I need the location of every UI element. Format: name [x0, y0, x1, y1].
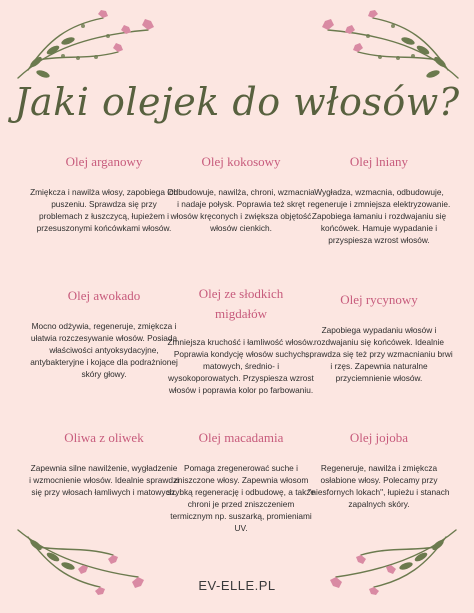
oil-name: Olej kokosowy [201, 154, 281, 169]
oil-description: Zmniejsza kruchość i łamliwość włosów. Poprawia kondycję włosów suchych, matowych, średnio- i wysokoporowatych. Przyspiesza wzrost włosów i poprawia kolor po farbowaniu. [167, 337, 315, 395]
oil-description: Mocno odżywia, regeneruje, zmiękcza i ułatwia rozczesywanie włosów. Posiada właściwości antyoksydacyjne, antybakteryjne i kojące dla podrażnionej skóry głowy. [30, 321, 178, 379]
oil-name: Olej awokado [67, 288, 141, 303]
oil-name: Olej ze słodkich migdałów [198, 286, 284, 321]
oil-description: Zmiękcza i nawilża włosy, zapobiega ich puszeniu. Sprawdza się przy problemach z łuszczycą, łupieżem i przesuszonymi końcówkami włosów. [30, 187, 178, 233]
oil-card-argan [29, 152, 179, 234]
page-title: Jaki olejek do włosów? [14, 80, 460, 124]
oil-name: Olej jojoba [349, 430, 409, 445]
oil-name: Olej lniany [349, 154, 409, 169]
oil-card-sweet-almond [166, 284, 316, 396]
oil-name: Olej macadamia [198, 430, 284, 445]
oil-card-avocado [29, 286, 179, 380]
oil-description: Odbudowuje, nawilża, chroni, wzmacnia i nadaje połysk. Poprawia też skręt włosów kręconych i zwiększa objętość włosów cienkich. [167, 187, 315, 233]
site-url: EV-ELLE.PL [198, 578, 276, 593]
oil-description: Zapewnia silne nawilżenie, wygładzenie i wzmocnienie włosów. Idealnie sprawdzi się przy włosach łamliwych i matowych. [29, 463, 179, 497]
oil-name: Oliwa z oliwek [64, 430, 144, 445]
oil-card-jojoba [304, 428, 454, 510]
oil-card-coconut [166, 152, 316, 234]
oil-card-olive [29, 428, 179, 498]
oil-description: Pomaga zregenerować suche i zniszczone włosy. Zapewnia włosom szybką regenerację i odbudowę, a także chroni je przed zniszczeniem termicznym np. suszarką, promieniami UV. [166, 463, 316, 533]
floral-corner-top-right [318, 10, 468, 82]
oil-card-castor [304, 290, 454, 384]
oil-description: Wygładza, wzmacnia, odbudowuje, regeneruje i zmniejsza elektryzowanie. Zapobiega łamaniu i rozdwajaniu się końcówek. Hamuje wypadanie i przyspiesza wzrost włosów. [307, 187, 451, 245]
oil-description: Zapobiega wypadaniu włosów i rozdwajaniu się końcówek. Idealnie sprawdza się też przy wzmacnianiu brwi i rzęs. Zapewnia naturalne przyciemnienie włosów. [305, 325, 453, 383]
floral-corner-top-left [8, 10, 158, 82]
oil-name: Olej rycynowy [340, 292, 418, 307]
oil-card-macadamia [166, 428, 316, 534]
oil-description: Regeneruje, nawilża i zmiękcza osłabione włosy. Polecamy przy "niesfornych lokach", łupieżu i stanach zapalnych skóry. [308, 463, 450, 509]
oil-name: Olej arganowy [65, 154, 143, 169]
oil-card-linseed [304, 152, 454, 246]
